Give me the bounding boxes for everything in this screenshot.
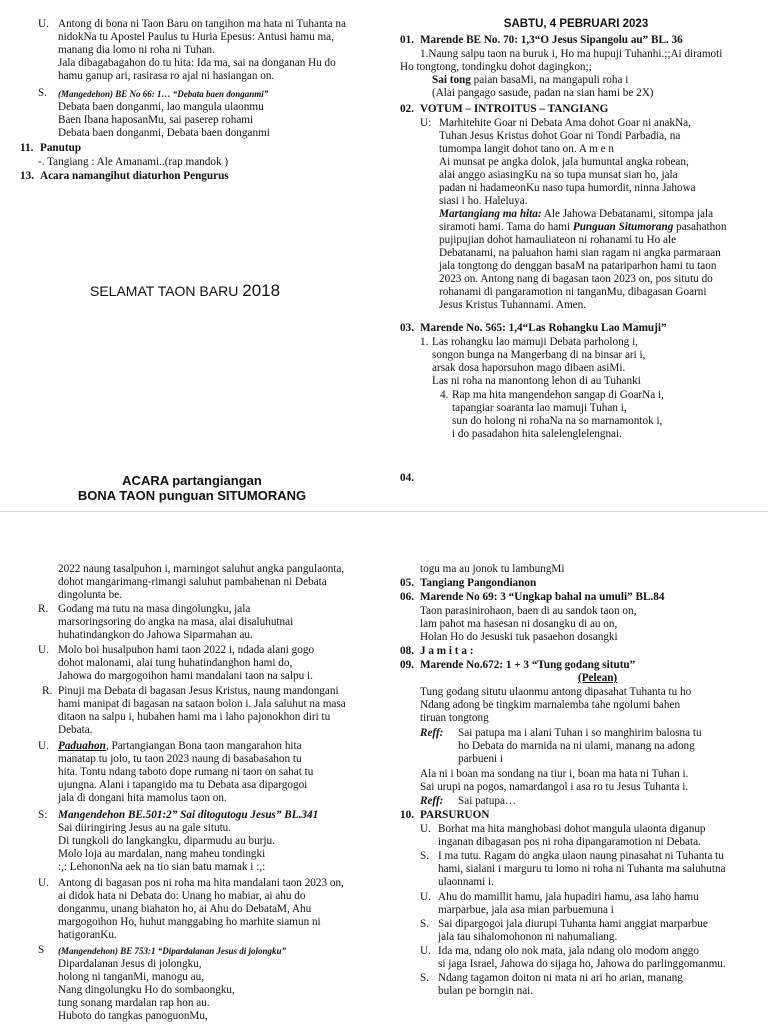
response-block <box>438 972 683 998</box>
text-line: jala tau sihalomohonon ni nahumaliang. <box>438 931 618 943</box>
hymn-line: Tung godang situtu ulaonmu antong dipasahat Tuhanta tu ho <box>420 686 692 698</box>
leader-label: U. <box>38 877 49 889</box>
hymn-heading: (Mangedehon) BE No 66: 1… “Debata baen donganmi” <box>58 89 269 99</box>
hymn-line: Baen Ibana haposanMu, sai paserep rohami <box>58 114 254 126</box>
prayer-line: 2023 on. Antong nang di bagasan taon 2023 on, pos situtu do <box>439 273 713 285</box>
hymn-line: Ndang adong be tingkim marnalemba tahe ngolumi bahen <box>420 699 681 711</box>
quadrant-bottom-right <box>384 512 768 1024</box>
text-line: hamu ganup ari, rasirasa ro ajal ni hasiangan on. <box>58 70 275 82</box>
refrain-label: Reff: <box>420 727 444 739</box>
hymn-line: :,: LehononNa aek na tio sian batu mamak i :,: <box>58 861 266 873</box>
hymn-line: arsak dosa haporsuhon mago dibaen asiMi. <box>432 362 626 374</box>
hymn-heading: Mangendehon BE.501:2” Sai ditogutogu Jesus” BL.341 <box>58 809 319 821</box>
program-title: ACARA partangiangan <box>122 473 262 488</box>
item-number: 10. <box>400 809 414 821</box>
quadrant-top-right <box>384 0 768 512</box>
hymn-verse-block <box>420 768 688 794</box>
prayer-line: jala tongtong do denggan basaM na patariparhon hami tu taon <box>439 260 717 272</box>
prayer-line <box>439 221 726 234</box>
hymn-block <box>58 88 270 140</box>
text-line: manatap tu jolo, tu taon 2023 naung di basabasahon tu <box>58 753 302 765</box>
text-line: Ndang tagamon doiton ni mata ni ari ho arian, manang <box>438 972 683 984</box>
leader-label: U. <box>420 823 431 835</box>
text-line: si jaga Israel, Jahowa do sijaga ho, Jahowa do parlinggomanmu. <box>438 958 726 970</box>
item-title: PARSURUON <box>420 809 490 821</box>
text-fragment: , Partangiangan Bona taon mangarahon hita <box>105 740 302 752</box>
hymn-line: lam pahot ma hasesan ni dosangku di au on, <box>420 618 618 630</box>
hymn-heading: (Mangendehon) BE 753:1 “Dipardalanan Jesus di jolongku” <box>58 946 287 956</box>
prayer-line: Jesus Kristus Tuhannami. Amen. <box>439 299 587 311</box>
item-number: 11. <box>20 142 34 154</box>
item-number: 06. <box>400 591 414 603</box>
item-title: Panutup <box>40 142 82 154</box>
program-title-block <box>0 473 384 503</box>
leader-text-block <box>58 740 313 805</box>
text-line: Pinuji ma Debata di bagasan Jesus Kristus, naung mandongani <box>58 685 339 697</box>
prayer-line: Debatanami, na paluahon hami sian ragam ni angka parmaraan <box>439 247 721 259</box>
greeting-text: SELAMAT TAON BARU <box>90 283 239 299</box>
item-number: 05. <box>400 577 414 589</box>
hymn-line: Sai diiringiring Jesus au na gale situtu. <box>58 822 232 834</box>
prayer-line <box>439 208 726 221</box>
item-number: 01. <box>400 34 414 46</box>
leader-text-block <box>438 891 699 917</box>
new-year-greeting <box>90 282 280 300</box>
text-line: Tuhan Jesus Kristus dohot Goar ni Tondi Parbadia, na <box>439 130 681 142</box>
item-number: 09. <box>400 659 414 671</box>
hymn-line: Ala ni i boan ma sondang na tiur i, boan ma hata ni Tuhan i. <box>420 768 689 780</box>
verse-number: 4. <box>440 389 449 401</box>
hymn-block <box>58 945 286 1023</box>
hymn-line: ho Debata do marnida na ni ulami, manang na adong <box>458 740 695 752</box>
hymn-line: parbueni i <box>458 753 504 765</box>
hymn-line: tiruan tongtong <box>420 712 489 724</box>
leader-text-block <box>58 18 346 83</box>
hymn-line: Debata baen donganmi, Debata baen donganmi <box>58 127 270 139</box>
text-line: ditaon na salpu i, hubahen hami ma i laho pajonokhon diri tu <box>58 711 331 723</box>
bona-taon-section <box>384 466 768 510</box>
congregation-label: S. <box>420 972 430 984</box>
hymn-line: Nang dingolungku Ho do sombaongku, <box>58 984 235 996</box>
text-line: alai anggo asiasingKu na so tupa munsat sian ho, jala <box>439 169 678 181</box>
item-title: J a m i t a : <box>420 645 474 657</box>
item-title: Tangiang Pangondianon <box>420 577 537 589</box>
leader-text-block <box>438 823 706 849</box>
text-line: ulaonnami i. <box>438 876 494 888</box>
quadrant-top-left <box>0 0 384 512</box>
response-block <box>58 603 293 642</box>
text-line: siasi i ho. Haleluya. <box>439 195 528 207</box>
hymn-line: tapangiar soaranta lao mamuji Tuhan i, <box>452 402 627 414</box>
text-line: dohot malonami, alai tung huhatindanghon hami do, <box>58 657 293 669</box>
text-line: huhatindangkon do Jahowa Siparmahan au. <box>58 629 253 641</box>
hymn-verse-block <box>400 48 722 100</box>
congregation-label: S. <box>420 850 430 862</box>
hymn-verse-block <box>420 605 636 644</box>
hymn-line: tung sonang mardalan rap hon au. <box>58 997 210 1009</box>
hymn-block <box>58 809 318 874</box>
text-line: Ida ma, ndang olo nok mata, jala ndang olo modom anggo <box>438 945 699 957</box>
text-line: dohot mangarimang-rimangi saluhut pambahenan ni Debata <box>58 576 327 588</box>
hymn-line: Huboto do tangkas panoguonMu, <box>58 1010 208 1022</box>
text-line: Ai munsat pe angka dolok, jala humuntal angka robean, <box>439 156 689 168</box>
refrain-block <box>458 727 702 766</box>
hymn-line: 1.Naung salpu taon na buruk i, Ho ma hupuji Tuhanhi.;;Ai diramoti <box>420 48 723 60</box>
congregation-label: S: <box>38 809 48 821</box>
item-title: Marende No. 565: 1,4“Las Rohangku Lao Mamuji” <box>420 322 667 334</box>
text-line: 2022 naung tasalpuhon i, marningot saluhut angka pangulaonta, <box>58 563 345 575</box>
text-line: hita. Tontu ndang taboto dope rumang ni taon on sahat tu <box>58 766 314 778</box>
leader-text-block <box>438 945 726 971</box>
refrain-label: Reff: <box>420 795 444 807</box>
quadrant-bottom-left <box>0 473 384 1024</box>
item-number: 13. <box>20 170 34 182</box>
text-line: inganan dibagasan pos ni roha dipangaramotion ni Debata. <box>438 836 701 848</box>
text-line: Sai dipargogoi jala diurupi Tuhanta hami anggiat marparbue <box>438 918 708 930</box>
leader-label: U. <box>38 740 49 752</box>
text-line: Molo boi husalpuhon hami taon 2022 i, ndada alani gogo <box>58 644 315 656</box>
hymn-line: Sai urupi na pogos, namardangol i asa ro tu Jesus Tuhanta i. <box>420 781 689 793</box>
leader-label: U: <box>420 117 432 129</box>
text-line: I ma tutu. Ragam do angka ulaon naung pinasahat ni Tuhanta tu <box>438 850 724 862</box>
text-line: donganmu, unang biahaton ho, ai Ahu do DebataM, Ahu <box>58 903 312 915</box>
text-fragment: pasahathon <box>673 221 727 233</box>
text-line: Jala dibagabagahon do tu hita: Ida ma, sai na donganan Hu do <box>58 57 336 69</box>
response-label: R. <box>42 685 53 697</box>
item-title: VOTUM – INTROITUS – TANGIANG <box>420 103 609 115</box>
text-line: manang dia lomo ni roha ni Tuhan. <box>58 44 215 56</box>
intro-block <box>58 563 344 602</box>
hymn-line: Taon parasinirohaon, baen di au sandok taon on, <box>420 605 637 617</box>
text-line: ai didok hata ni Debata do: Unang ho mabiar, ai ahu do <box>58 890 306 902</box>
item-title: Marende No.672: 1 + 3 “Tung godang situtu” <box>420 659 636 671</box>
text-fragment: siramoti hami. Tama do hami <box>439 221 573 233</box>
hymn-line: sun do holong ni rohaNa na so marnamontok i, <box>452 415 663 427</box>
hymn-line: (Alai pangago sasude, padan na sian hami be 2X) <box>432 87 654 99</box>
text-line: hatigoranKu. <box>58 929 117 941</box>
leader-label: U. <box>38 644 49 656</box>
text-fragment: Ale Jahowa Debatanami, sitompa jala <box>541 208 714 220</box>
leader-label: U. <box>420 945 431 957</box>
text-line <box>58 740 313 753</box>
hymn-line: Di tungkoli do langkangku, diparmudu au burju. <box>58 835 275 847</box>
leader-label: U. <box>420 891 431 903</box>
text-line: Jahowa do margogoihon hami mandalani taon na salpu i. <box>58 670 313 682</box>
text-line: Antong di bagasan pos ni roha ma hita mandalani taon 2023 on, <box>58 877 344 889</box>
hymn-line: togu ma au jonok tu lambungMi <box>420 563 565 575</box>
text-line: -. Tangiang : Ale Amanami..(rap mandok ) <box>38 156 229 168</box>
hymn-line: Rap ma hita mangendehon sangap di GoarNa i, <box>452 389 664 401</box>
hymn-line: songon bunga na Mangerbang di na binsar ari i, <box>432 349 646 361</box>
text-line: marparbue, jala asa mian parbuemuna i <box>438 904 614 916</box>
hymn-line: Las ni roha na manontong lehon di au Tuhanki <box>432 375 641 387</box>
hymn-verse-block <box>452 389 664 441</box>
leader-label: U. <box>38 18 49 30</box>
text-line: padan ni hadameonKu naso tupa humordit, ninna Jahowa <box>439 182 696 194</box>
offering-note: (Pelean) <box>578 672 618 684</box>
item-title: Marende BE No. 70: 1,3“O Jesus Sipangolu au” BL. 36 <box>420 34 683 46</box>
date-header: SABTU, 4 PEBRUARI 2023 <box>503 18 649 30</box>
hymn-line: Debata baen donganmi, lao mangula ulaonmu <box>58 101 264 113</box>
prayer-line: rohanami di pangaramotion ni tanganMu, dibagasan Goarni <box>439 286 707 298</box>
hymn-line: Dipardalanan Jesus di jolongku, <box>58 958 202 970</box>
item-number: 08. <box>400 645 414 657</box>
response-block <box>438 918 708 944</box>
item-number: 04. <box>400 472 414 484</box>
leader-text-block <box>58 644 314 683</box>
text-line: hami, sialani i marguru tu lomo ni roha ni Tuhanta ma saluhutna <box>438 863 726 875</box>
leader-text-block <box>58 877 344 942</box>
emphasis-text: Paduahon <box>58 740 106 752</box>
congregation-label: S <box>38 944 45 956</box>
congregation-label: S. <box>38 87 48 99</box>
hymn-line: Molo loja au mardalan, nang maheu tondingki <box>58 848 266 860</box>
hymn-line: i do pasadahon hita salelenglelengnai. <box>452 428 622 440</box>
hymn-line: holong ni tanganMi, manogu au, <box>58 971 205 983</box>
emphasis-text: Sai tong <box>432 74 471 86</box>
response-block <box>58 685 346 737</box>
refrain-text: Sai patupa… <box>458 795 517 807</box>
text-line: dingolunta be. <box>58 589 123 601</box>
text-line: Ahu do mamillit hamu, jala hupadiri hamu, asa laho hamu <box>438 891 699 903</box>
hymn-verse-block <box>432 336 645 388</box>
votum-block <box>439 117 726 312</box>
text-line: Marhitehite Goar ni Debata Ama dohot Goar ni anakNa, <box>439 117 691 129</box>
item-title: Acara namangihut diaturhon Pengurus <box>40 170 229 182</box>
item-title: Marende No 69: 3 “Ungkap bahal na umuli” BL.84 <box>420 591 665 603</box>
hymn-line: Ho tongtong, tondingku dohot dagingkon;; <box>400 61 592 73</box>
prayer-label: Martangiang ma hita: <box>439 208 542 220</box>
program-subtitle: BONA TAON punguan SITUMORANG <box>77 488 307 503</box>
item-number: 03. <box>400 322 414 334</box>
response-block <box>438 850 726 889</box>
text-line: tumompa langit dohot tano on. A m e n <box>439 143 614 155</box>
text-line: hami manipat di bagasan na sataon bolon i. Jala saluhut na masa <box>58 698 346 710</box>
text-fragment: paian basaMi, na mangapuli roha i <box>470 74 629 86</box>
text-line: Antong di bona ni Taon Baru on tangihon ma hata ni Tuhanta na <box>58 18 346 30</box>
text-line: margogoihon Ho, huhut manggabing ho marhite siamun ni <box>58 916 321 928</box>
text-line: marsoringsoring do angka na masa, alai disaluhutnai <box>58 616 294 628</box>
item-number: 02. <box>400 103 414 115</box>
greeting-year: 2018 <box>242 281 281 300</box>
hymn-line: Holan Ho do Jesuski tuk pasaehon dosangki <box>420 631 618 643</box>
text-line: Debata. <box>58 724 93 736</box>
text-line: bulan pe borngin nai. <box>438 985 534 997</box>
hymn-verse-block <box>420 686 691 725</box>
text-line: nidokNa tu Apostel Paulus tu Huria Epesus: Antusi hamu ma, <box>58 31 334 43</box>
response-label: R. <box>38 603 49 615</box>
text-line: Borhat ma hita manghobasi dohot mangula ulaonta diganup <box>438 823 706 835</box>
congregation-label: S. <box>420 918 430 930</box>
text-line: Godang ma tutu na masa dingolungku, jala <box>58 603 251 615</box>
verse-number: 1. <box>420 336 429 348</box>
hymn-line: Las rohangku lao mamuji Debata parholong i, <box>432 336 638 348</box>
hymn-line <box>400 74 722 87</box>
emphasis-text: Punguan Situmorang <box>572 221 674 233</box>
prayer-line: pujipujian dohot hamauliateon ni rohanami tu Ho ale <box>439 234 677 246</box>
text-line: ujungna. Alani i tapangido ma tu Debata asa dipargogoi <box>58 779 308 791</box>
text-line: jala di dongani hita mamolus taon on. <box>58 792 227 804</box>
hymn-line: Sai patupa ma i alani Tuhan i so manghirim balosna tu <box>458 727 702 739</box>
